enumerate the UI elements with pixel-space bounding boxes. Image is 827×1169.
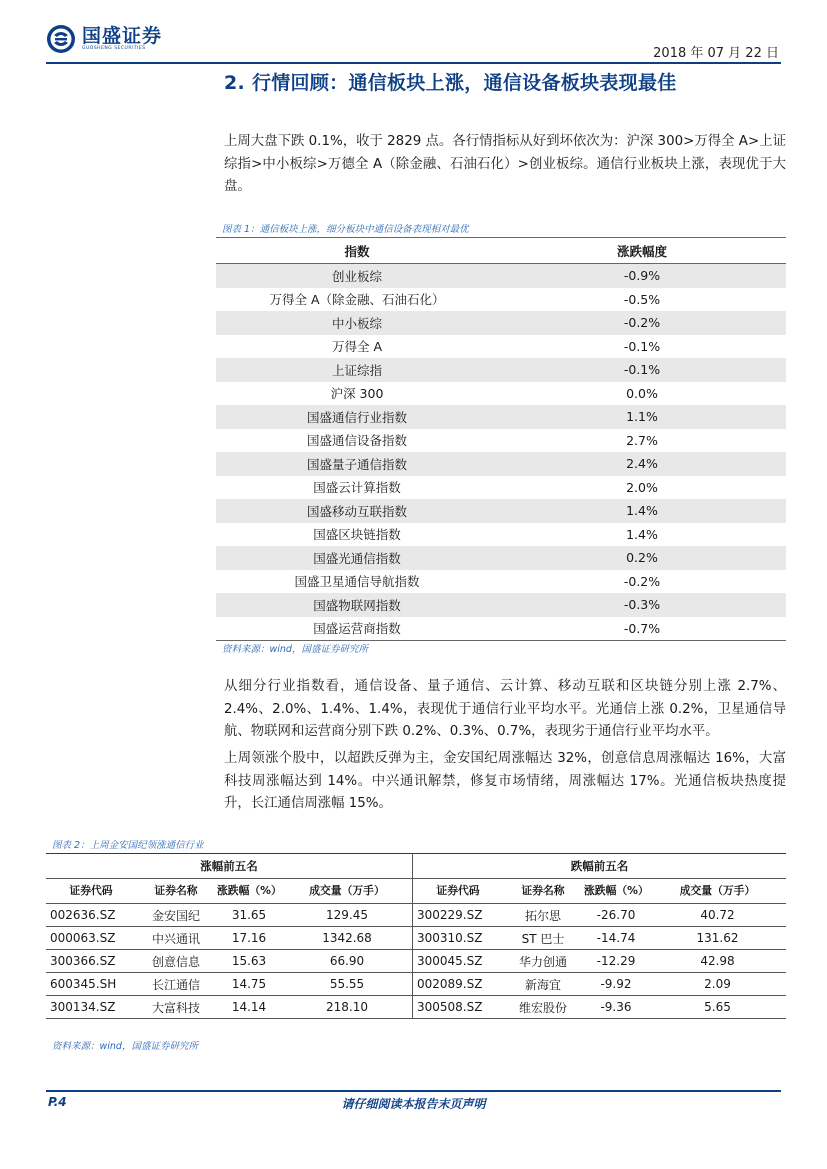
paragraph-leading-stocks: 上周领涨个股中，以超跌反弹为主，金安国纪周涨幅达 32%，创意信息周涨幅达 16%，大富科技周涨幅达到 14%。中兴通讯解禁，修复市场情绪，周涨幅达 17%。光通信板块热度提升，长江通信周涨幅 15%。 (224, 751, 786, 811)
stock-volume: 218.10 (282, 996, 413, 1019)
stock-code: 002089.SZ (413, 973, 504, 996)
table-row (216, 593, 786, 617)
stock-change: 14.14 (216, 996, 282, 1019)
stock-change: -12.29 (583, 950, 649, 973)
stock-name: 金安国纪 (136, 904, 216, 927)
index-name: 万得全 A（除金融、石油石化） (269, 292, 445, 308)
stock-name: 长江通信 (136, 973, 216, 996)
column-header-code: 证券代码 (413, 879, 504, 904)
stock-name: 大富科技 (136, 996, 216, 1019)
logo-text: 国盛证券 (82, 25, 163, 47)
table-row (216, 452, 786, 476)
stock-change: -9.36 (583, 996, 649, 1019)
index-change: -0.1% (623, 338, 661, 354)
index-change: 0.0% (626, 385, 658, 401)
table-row (216, 335, 786, 359)
paragraph-subindustry: 从细分行业指数看，通信设备、量子通信、云计算、移动互联和区块链分别上涨 2.7%、2.4%、2.0%、1.4%、1.4%，表现优于通信行业平均水平。光通信上涨 0.2%，卫星通信导航、物联网和运营商分别下跌 0.2%、0.3%、0.7%，表现劣于通信行业平均水平。 (224, 679, 786, 739)
stock-change: 31.65 (216, 904, 282, 927)
index-name: 国盛区块链指数 (313, 527, 401, 543)
stock-change: 17.16 (216, 927, 282, 950)
index-name: 万得全 A (331, 339, 383, 355)
stock-name: 华力创通 (503, 950, 583, 973)
stock-code: 300229.SZ (413, 904, 504, 927)
stock-code: 300134.SZ (46, 996, 136, 1019)
stock-name: ST 巴士 (503, 927, 583, 950)
column-header-name: 证券名称 (136, 879, 216, 904)
table-row (216, 429, 786, 453)
index-change: 2.7% (626, 432, 658, 448)
stock-code: 300366.SZ (46, 950, 136, 973)
index-name: 中小板综 (216, 311, 498, 335)
table-row (46, 950, 786, 973)
group-header-gainers: 涨幅前五名 (46, 854, 413, 879)
column-header-volume: 成交量（万手） (282, 879, 413, 904)
paragraph-market-summary: 上周大盘下跌 0.1%，收于 2829 点。各行情指标从好到坏依次为：沪深 300>万得全 A>上证综指>中小板综>万德全 A（除金融、石油石化）>创业板综。通信行业板块上涨，表现优于大盘。 (224, 134, 786, 194)
table-header-row (46, 879, 786, 904)
index-change: -0.5% (623, 291, 661, 307)
stock-volume: 5.65 (649, 996, 786, 1019)
stock-volume: 2.09 (649, 973, 786, 996)
column-header-volume: 成交量（万手） (649, 879, 786, 904)
table-row (216, 405, 786, 429)
guosheng-logo-icon (46, 24, 76, 54)
table-row (216, 264, 786, 288)
table-row (216, 382, 786, 406)
stock-name: 新海宜 (503, 973, 583, 996)
index-name: 国盛通信设备指数 (306, 433, 407, 449)
stock-name: 创意信息 (136, 950, 216, 973)
index-name: 国盛光通信指数 (216, 546, 498, 570)
index-name: 国盛移动互联指数 (216, 499, 498, 523)
index-name: 创业板综 (216, 264, 498, 288)
index-change: 0.2% (498, 546, 786, 570)
table1-caption: 图表 1：通信板块上涨，细分板块中通信设备表现相对最优 (222, 224, 469, 235)
index-change: 2.4% (498, 452, 786, 476)
table2-caption: 图表 2：上周金安国纪领涨通信行业 (52, 840, 204, 851)
top-movers-table (46, 853, 786, 1019)
page-number: P.4 (48, 1095, 67, 1109)
column-header-change: 涨跌幅度 (498, 238, 786, 264)
index-name: 沪深 300 (330, 386, 384, 402)
stock-code: 300310.SZ (413, 927, 504, 950)
table-group-header-row (46, 854, 786, 879)
stock-volume: 55.55 (282, 973, 413, 996)
stock-volume: 40.72 (649, 904, 786, 927)
index-name: 上证综指 (216, 358, 498, 382)
section-title: 2. 行情回顾：通信板块上涨，通信设备板块表现最佳 (224, 72, 677, 94)
header-divider (46, 62, 781, 64)
index-change: -0.2% (623, 573, 661, 589)
stock-volume: 1342.68 (282, 927, 413, 950)
stock-change: -26.70 (583, 904, 649, 927)
index-name: 国盛物联网指数 (216, 593, 498, 617)
logo-subtext: GUOSHENG SECURITIES (82, 46, 146, 51)
stock-volume: 129.45 (282, 904, 413, 927)
index-name: 国盛云计算指数 (313, 480, 401, 496)
index-change: -0.2% (498, 311, 786, 335)
index-change: 1.4% (498, 499, 786, 523)
stock-volume: 66.90 (282, 950, 413, 973)
table1-source: 资料来源：wind，国盛证券研究所 (222, 644, 368, 655)
index-name: 国盛量子通信指数 (216, 452, 498, 476)
index-change: -0.3% (498, 593, 786, 617)
index-change: 1.4% (626, 526, 658, 542)
table-row (216, 288, 786, 312)
column-header-change: 涨跌幅（%） (583, 879, 649, 904)
stock-name: 维宏股份 (503, 996, 583, 1019)
table2-source: 资料来源：wind，国盛证券研究所 (52, 1041, 198, 1052)
index-change: -0.7% (498, 617, 786, 641)
stock-code: 002636.SZ (46, 904, 136, 927)
stock-code: 600345.SH (46, 973, 136, 996)
index-performance-table (216, 237, 786, 641)
stock-change: 14.75 (216, 973, 282, 996)
group-header-losers: 跌幅前五名 (413, 854, 787, 879)
stock-volume: 42.98 (649, 950, 786, 973)
column-header-change: 涨跌幅（%） (216, 879, 282, 904)
stock-code: 300508.SZ (413, 996, 504, 1019)
index-name: 国盛卫星通信导航指数 (294, 574, 420, 590)
company-logo (46, 24, 162, 54)
stock-code: 300045.SZ (413, 950, 504, 973)
column-header-name: 证券名称 (503, 879, 583, 904)
stock-code: 000063.SZ (46, 927, 136, 950)
footer-divider (46, 1090, 781, 1092)
column-header-index: 指数 (216, 238, 498, 264)
table-row (216, 499, 786, 523)
table-row (46, 996, 786, 1019)
stock-change: 15.63 (216, 950, 282, 973)
stock-volume: 131.62 (649, 927, 786, 950)
stock-change: -14.74 (583, 927, 649, 950)
index-change: 2.0% (626, 479, 658, 495)
table-row (216, 546, 786, 570)
table-row (216, 570, 786, 594)
index-name: 国盛运营商指数 (216, 617, 498, 641)
table-row (46, 927, 786, 950)
index-name: 国盛通信行业指数 (216, 405, 498, 429)
report-date: 2018 年 07 月 22 日 (653, 46, 779, 61)
stock-change: -9.92 (583, 973, 649, 996)
disclaimer-note: 请仔细阅读本报告末页声明 (341, 1097, 486, 1111)
index-change: -0.9% (498, 264, 786, 288)
column-header-code: 证券代码 (46, 879, 136, 904)
table-row (216, 523, 786, 547)
table-row (216, 358, 786, 382)
table-header-row (216, 238, 786, 264)
table-row (216, 617, 786, 641)
table-row (46, 973, 786, 996)
table-row (46, 904, 786, 927)
stock-name: 拓尔思 (503, 904, 583, 927)
table-row (216, 311, 786, 335)
index-change: 1.1% (498, 405, 786, 429)
table-row (216, 476, 786, 500)
index-change: -0.1% (498, 358, 786, 382)
stock-name: 中兴通讯 (136, 927, 216, 950)
